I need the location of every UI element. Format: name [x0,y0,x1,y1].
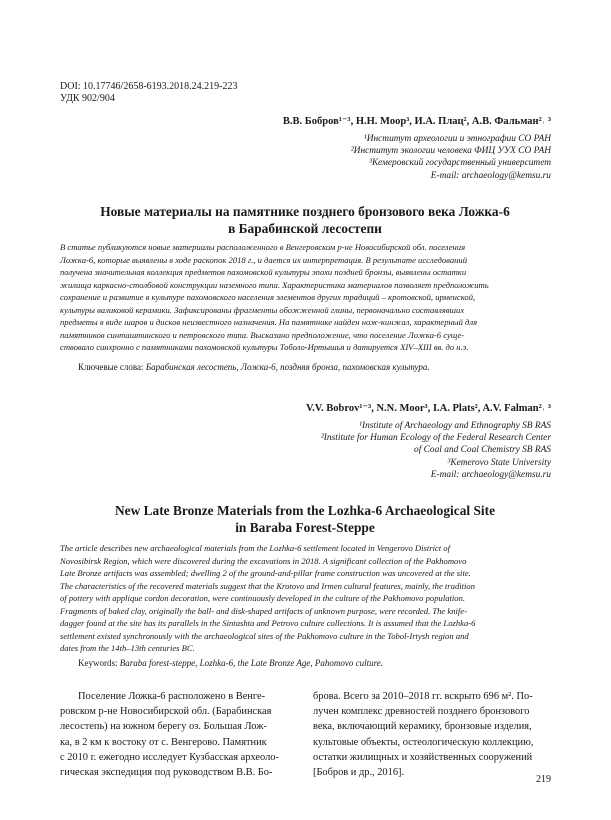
abstract-line: жилища каркасно-столбовой конструкции наземного типа. Характеристика материалов позволяет предположить [60,279,489,290]
affiliation-line: of Coal and Coal Chemistry SB RAS [414,445,551,456]
abstract-line: памятников синташтинского и петровского типа. Высказано предположение, что поселение Ложка-6 суще- [60,329,465,340]
title-en [60,502,550,536]
keywords-ru [78,362,430,372]
title-line: in Baraba Forest-Steppe [235,520,375,535]
body-line: с 2010 г. ежегодно исследует Кузбасская археоло- [60,751,279,763]
body-column-left [60,689,300,780]
body-line: лесостепь) на южном берегу оз. Большая Лож- [60,721,267,733]
body-line: остатки жилищных и хозяйственных сооружений [313,751,533,763]
body-line: гическая экспедиция под руководством В.В. Бо- [60,767,273,779]
authors-ru: В.В. Бобров¹⁻³, Н.Н. Моор³, И.А. Плац², А.В. Фальман²˒ ³ [282,116,551,127]
abstract-line: В статье публикуются новые материалы расположенного в Венгеровском р-не Новосибирской обл. поселения [60,242,466,252]
affiliation-line: ¹Institute of Archaeology and Ethnography SB RAS [359,421,551,431]
affiliation-line: ³Кемеровский государственный университет [369,158,551,169]
body-line: Поселение Ложка-6 расположено в Венге- [78,691,266,702]
authors-en: V.V. Bobrov¹⁻³, N.N. Moor³, I.A. Plats², A.V. Falman²˒ ³ [305,403,551,414]
title-line: Новые материалы на памятнике позднего бронзового века Ложка-6 [100,204,510,219]
abstract-line: ствовало синхронно с памятниками пахомовской культуры Тоболо-Иртышья и датируется XIV–XIII вв. до н.э. [60,342,469,352]
keywords-en [78,658,383,668]
body-line: культовые объекты, остеологическую коллекцию, [313,736,534,748]
title-ru [60,203,550,237]
abstract-line: Fragments of baked clay, originally the ball- and disk-shaped artifacts of unknown purpose, were recorded. The knife- [60,605,467,616]
body-line: века, включающий керамику, бронзовые изделия, [313,721,532,733]
doi: DOI: 10.17746/2658-6193.2018.24.219-223 [60,81,238,92]
body-line: брова. Всего за 2010–2018 гг. вскрыто 696 м². По- [313,691,533,702]
abstract-line: dates from the 14th–13th centuries BC. [60,643,195,653]
body-line: [Бобров и др., 2016]. [313,767,405,779]
abstract-line: dagger found at the site has its parallels in the Sintashta and Petrovo culture collections. It is assumed that the Lozhka-6 [60,618,476,628]
body-column-right [313,689,553,780]
affiliation-line: ²Institute for Human Ecology of the Federal Research Center [320,433,551,444]
abstract-line: The characteristics of the recovered materials suggest that the Krotovo and Irmen cultural features, mainly, the tradition [60,580,475,591]
body-line: ровском р-не Новосибирской обл. (Барабинская [60,706,272,718]
abstract-line: Novosibirsk Region, which were discovered during the excavations in 2018. A significant collection of the Pakhomovo [60,555,467,566]
udc: УДК 902/904 [60,93,115,104]
keywords-value: Baraba forest-steppe, Lozhka-6, the Late Bronze Age, Pahomovo culture. [119,658,384,668]
title-line: New Late Bronze Materials from the Lozhka-6 Archaeological Site [114,503,496,518]
affiliation-line: ¹Институт археологии и этнографии СО РАН [363,134,551,144]
affiliations-ru [351,133,551,182]
title-line: в Барабинской лесостепи [228,221,382,236]
body-line: лучен комплекс древностей позднего бронзового [313,706,530,718]
keywords-label: Keywords: [78,658,118,668]
abstract-en [60,542,554,655]
affiliations-en [321,420,551,481]
affiliation-line: ²Институт экологии человека ФИЦ УУХ СО РАН [350,146,551,157]
abstract-line: of pottery with applique cordon decoration, were continuously developed in the culture of the Pakhomovo population. [60,593,466,603]
abstract-ru [60,241,554,354]
abstract-line: Late Bronze artifacts was assembled; dwelling 2 of the ground-and-pillar frame construction was uncovered at the site. [60,568,471,578]
abstract-line: сохранение и развитие в культуре пахомовского населения элементов других традиций – кротовской, ирменской, [60,292,476,302]
email: E-mail: archaeology@kemsu.ru [430,469,551,480]
abstract-line: культуры валиковой керамики. Зафиксированы фрагменты обожженной глины, первоначально составлявших [60,304,465,315]
keywords-label: Ключевые слова: [78,362,144,372]
page-number: 219 [536,774,551,785]
email: E-mail: archaeology@kemsu.ru [430,170,551,181]
affiliation-line: ³Kemerovo State University [447,457,551,468]
body-line: ка, в 2 км к востоку от с. Венгерово. Памятник [60,736,267,748]
abstract-line: The article describes new archaeological materials from the Lozhka-6 settlement located in Vengerovo District of [60,543,450,553]
abstract-line: settlement existed synchronously with the archaeological sites of the Pakhomovo culture in the Tobol-Irtysh region and [60,630,469,641]
abstract-line: Ложка-6, которые выявлены в ходе раскопок 2018 г., и дается их интерпретация. В результате исследований [60,254,467,265]
keywords-value: Барабинская лесостепь, Ложка-6, поздняя бронза, пахомовская культура. [145,362,430,372]
abstract-line: предметы в виде шаров и дисков неизвестного назначения. На памятнике найден нож-кинжал, характерный для [60,317,478,327]
abstract-line: получена значительная коллекция предметов пахомовской культуры эпохи поздней бронзы, выявлены остатки [60,267,467,277]
